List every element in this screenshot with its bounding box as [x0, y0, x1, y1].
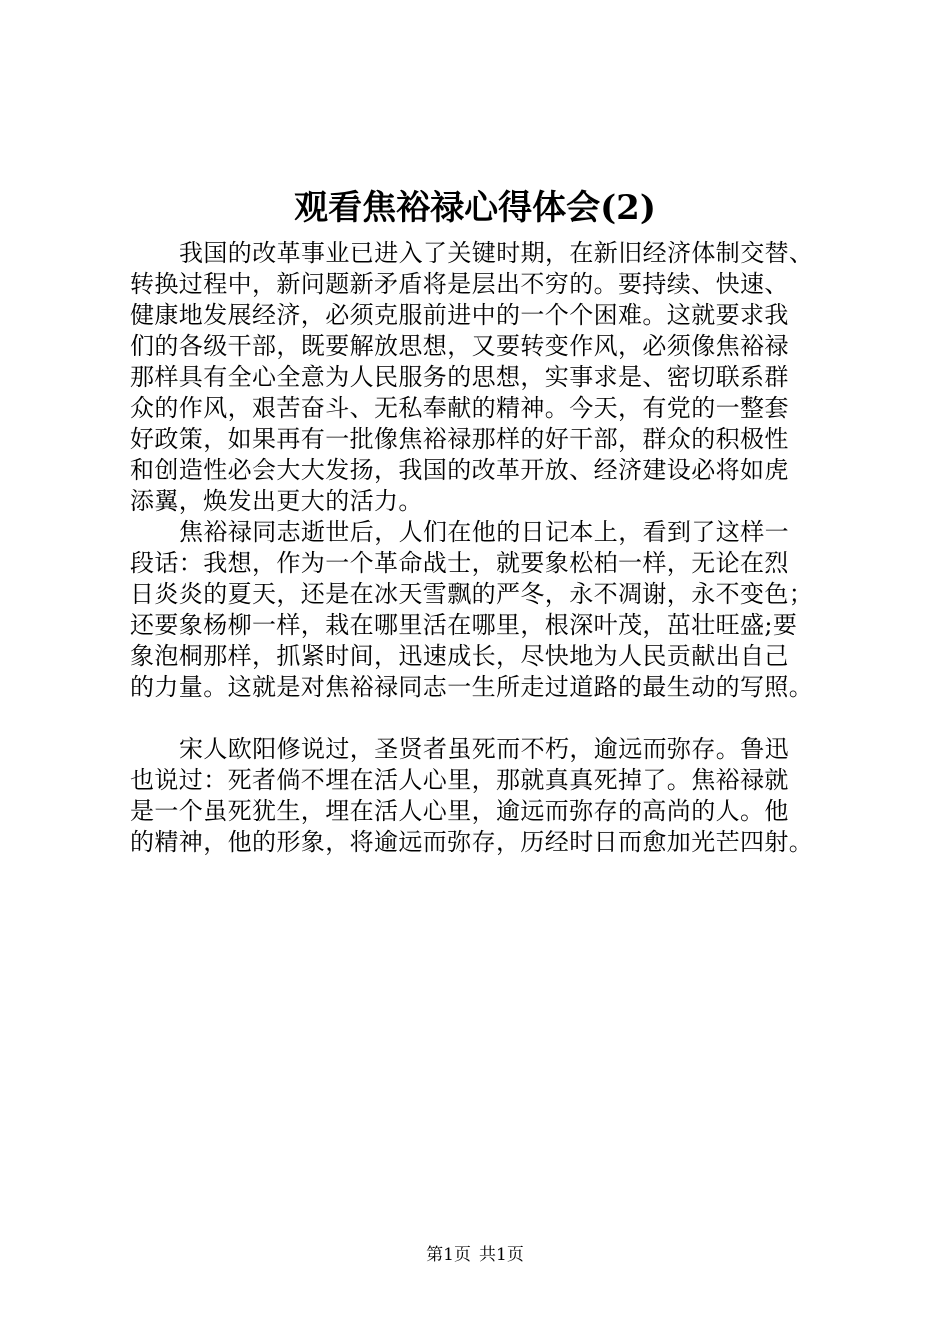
paragraph-spacer — [130, 703, 850, 734]
page-total: 共1页 — [479, 1245, 524, 1265]
document-title: 观看焦裕禄心得体会(2) — [294, 188, 656, 228]
text-line: 焦裕禄同志逝世后，人们在他的日记本上，看到了这样一 — [179, 518, 789, 546]
text-line: 好政策，如果再有一批像焦裕禄那样的好干部，群众的积极性 — [130, 425, 789, 453]
text-line: 象泡桐那样，抓紧时间，迅速成长，尽快地为人民贡献出自己 — [130, 642, 789, 670]
text-line: 转换过程中，新问题新矛盾将是层出不穷的。要持续、快速、 — [130, 270, 789, 298]
paragraph-1 — [130, 238, 850, 517]
text-line: 那样具有全心全意为人民服务的思想，实事求是、密切联系群 — [130, 363, 789, 391]
text-line: 的精神，他的形象，将逾远而弥存，历经时日而愈加光芒四射。 — [130, 828, 814, 856]
page-footer — [0, 1243, 950, 1267]
text-line: 健康地发展经济，必须克服前进中的一个个困难。这就要求我 — [130, 301, 789, 329]
text-line: 添翼，焕发出更大的活力。 — [130, 487, 423, 515]
text-line: 众的作风，艰苦奋斗、无私奉献的精神。今天，有党的一整套 — [130, 394, 789, 422]
text-line: 的力量。这就是对焦裕禄同志一生所走过道路的最生动的写照。 — [130, 673, 814, 701]
text-line: 段话：我想，作为一个革命战士，就要象松柏一样，无论在烈 — [130, 549, 789, 577]
text-line: 还要象杨柳一样，栽在哪里活在哪里，根深叶茂，茁壮旺盛;要 — [130, 611, 798, 639]
page-number: 第1页 — [426, 1245, 471, 1265]
text-line: 和创造性必会大大发扬，我国的改革开放、经济建设必将如虎 — [130, 456, 789, 484]
text-line: 我国的改革事业已进入了关键时期，在新旧经济体制交替、 — [179, 239, 814, 267]
text-line: 日炎炎的夏天，还是在冰天雪飘的严冬，永不凋谢，永不变色； — [130, 580, 814, 608]
text-line: 也说过：死者倘不埋在活人心里，那就真真死掉了。焦裕禄就 — [130, 766, 789, 794]
paragraph-3 — [130, 734, 850, 858]
paragraph-2 — [130, 517, 850, 703]
text-line: 宋人欧阳修说过，圣贤者虽死而不朽，逾远而弥存。鲁迅 — [179, 735, 789, 763]
text-line: 是一个虽死犹生，埋在活人心里，逾远而弥存的高尚的人。他 — [130, 797, 789, 825]
text-line: 们的各级干部，既要解放思想，又要转变作风，必须像焦裕禄 — [130, 332, 789, 360]
document-body — [130, 238, 850, 858]
